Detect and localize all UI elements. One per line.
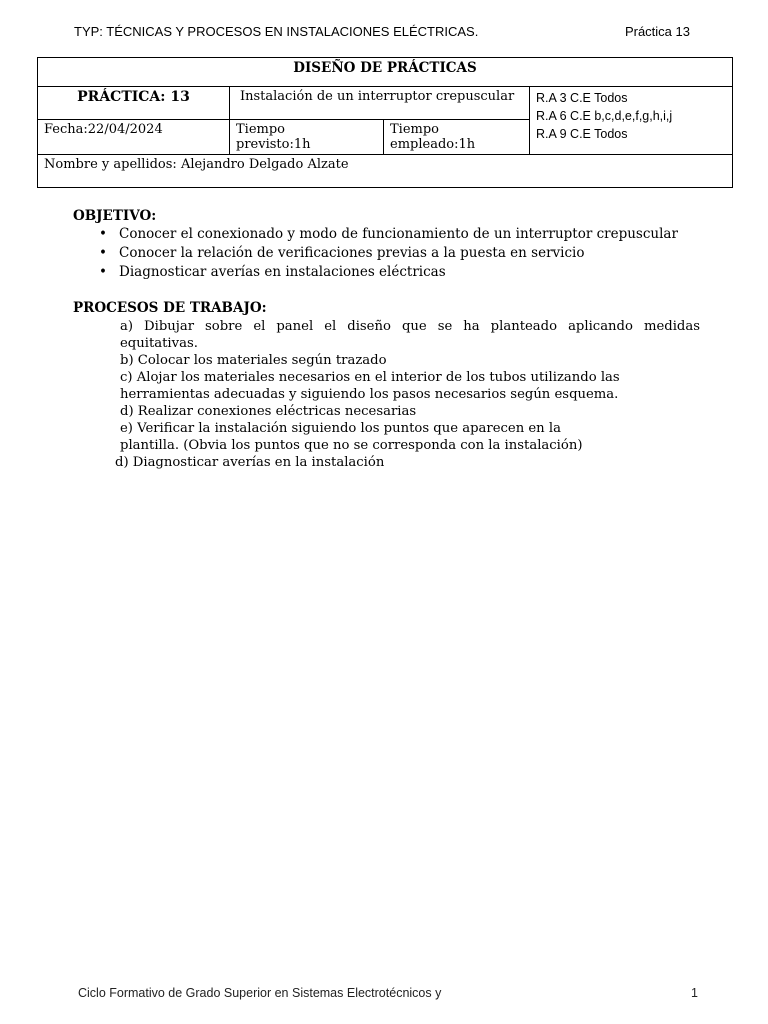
header-course-title: TYP: TÉCNICAS Y PROCESOS EN INSTALACIONES ELÉCTRICAS.	[74, 24, 479, 39]
page-header	[74, 24, 690, 39]
objective-list	[73, 225, 708, 282]
footer-program-name: Ciclo Formativo de Grado Superior en Sistemas Electrotécnicos y	[78, 986, 442, 1000]
list-item: d) Diagnosticar averías en la instalación	[115, 455, 385, 470]
list-item: b) Colocar los materiales según trazado	[120, 353, 387, 368]
list-item: a) Dibujar sobre el panel el diseño que se ha planteado aplicando medidas equitativas.	[120, 319, 700, 351]
list-item: c) Alojar los materiales necesarios en el interior de los tubos utilizando las herramientas adecuadas y siguiendo los pasos necesarios según esquema.	[120, 370, 620, 402]
list-item: • Conocer la relación de verificaciones previas a la puesta en servicio	[119, 244, 708, 263]
planned-time-value: previsto:1h	[236, 137, 311, 152]
list-item: • Conocer el conexionado y modo de funcionamiento de un interruptor crepuscular	[119, 225, 708, 244]
footer-page-number: 1	[691, 986, 698, 1000]
list-item: d) Realizar conexiones eléctricas necesarias	[120, 404, 417, 419]
planned-time-cell	[230, 120, 384, 155]
practice-design-table	[37, 57, 733, 188]
page-footer	[78, 986, 698, 1000]
list-item: • Diagnosticar averías en instalaciones eléctricas	[119, 263, 708, 282]
objective-title: OBJETIVO:	[73, 208, 157, 224]
used-time-cell	[384, 120, 530, 155]
used-time-value: empleado:1h	[390, 137, 476, 152]
planned-time-label: Tiempo	[236, 122, 285, 137]
date-cell: Fecha:22/04/2024	[38, 120, 230, 155]
ra-line: R.A 6 C.E b,c,d,e,f,g,h,i,j	[536, 109, 673, 123]
objective-section	[73, 208, 708, 282]
work-process-section	[73, 300, 700, 471]
learning-outcomes-cell	[530, 87, 733, 155]
ra-line: R.A 3 C.E Todos	[536, 91, 628, 105]
table-title: DISEÑO DE PRÁCTICAS	[38, 58, 733, 87]
installation-title-cell: Instalación de un interruptor crepuscular	[230, 87, 530, 120]
header-practice-number: Práctica 13	[624, 24, 690, 39]
list-item: e) Verificar la instalación siguiendo los puntos que aparecen en la plantilla. (Obvia los puntos que no se corresponda con la instalación)	[120, 421, 583, 453]
ra-line: R.A 9 C.E Todos	[536, 127, 628, 141]
practice-number-cell: PRÁCTICA: 13	[38, 87, 230, 120]
used-time-label: Tiempo	[390, 122, 439, 137]
work-process-title: PROCESOS DE TRABAJO:	[73, 300, 267, 316]
student-name-cell: Nombre y apellidos: Alejandro Delgado Alzate	[38, 155, 733, 188]
